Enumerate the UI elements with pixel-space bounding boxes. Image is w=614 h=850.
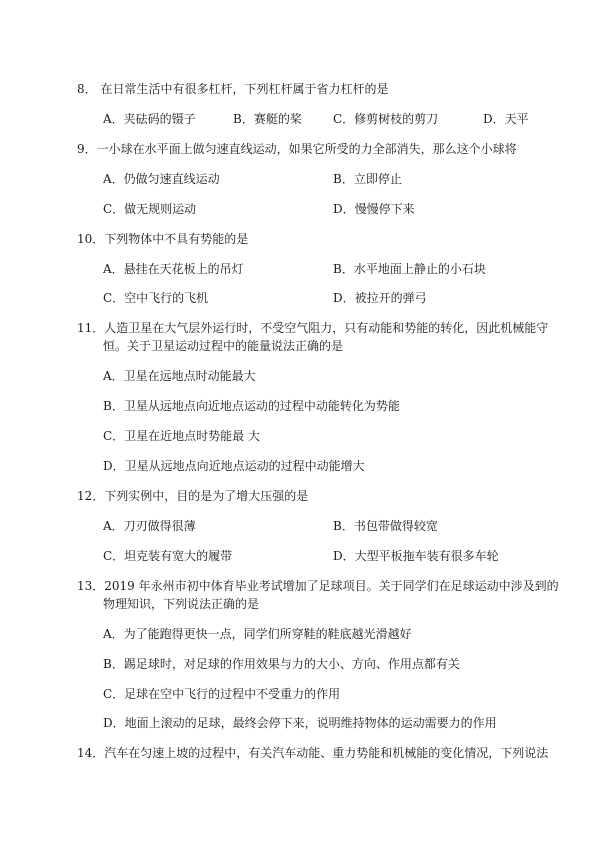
question-13-option-c: C．足球在空中飞行的过程中不受重力的作用 [103,687,341,701]
question-8-stem: 8． 在日常生活中有很多杠杆，下列杠杆属于省力杠杆的是 [77,82,389,96]
question-10-stem: 10．下列物体中不具有势能的是 [77,232,249,246]
question-8-option-a: A．夹砝码的镊子 [103,112,196,126]
question-11-stem-line-2: 恒。关于卫星运动过程中的能量说法正确的是 [103,339,344,353]
question-13-stem-line-1: 13．2019 年永州市初中体育毕业考试增加了足球项目。关于同学们在足球运动中涉及到的 [77,579,559,593]
question-13-option-b: B．踢足球时，对足球的作用效果与力的大小、方向、作用点都有关 [103,657,460,671]
question-11-option-a: A．卫星在远地点时动能最大 [103,369,256,383]
question-11-stem-line-1: 11．人造卫星在大气层外运行时，不受空气阻力，只有动能和势能的转化，因此机械能守 [77,321,549,335]
question-14-stem: 14．汽车在匀速上坡的过程中，有关汽车动能、重力势能和机械能的变化情况，下列说法 [77,746,549,760]
question-9-stem: 9．一小球在水平面上做匀速直线运动，如果它所受的力全部消失，那么这个小球将 [77,142,517,156]
question-8-option-d: D．天平 [483,112,529,126]
question-13-stem-line-2: 物理知识，下列说法正确的是 [103,597,260,611]
question-11-option-c: C．卫星在近地点时势能最 大 [103,429,260,443]
question-9-option-d: D．慢慢停下来 [333,202,415,216]
question-12-option-d: D．大型平板拖车装有很多车轮 [333,549,499,563]
question-13-option-a: A．为了能跑得更快一点，同学们所穿鞋的鞋底越光滑越好 [103,627,412,641]
question-11-option-b: B．卫星从远地点向近地点运动的过程中动能转化为势能 [103,399,400,413]
question-9-option-c: C．做无规则运动 [103,202,197,216]
question-13-option-d: D．地面上滚动的足球，最终会停下来，说明维持物体的运动需要力的作用 [103,716,497,730]
question-10-option-b: B．水平地面上静止的小石块 [333,262,486,276]
question-12-option-c: C．坦克装有宽大的履带 [103,549,233,563]
question-8-option-c: C．修剪树枝的剪刀 [333,112,439,126]
question-10-option-c: C．空中飞行的飞机 [103,291,209,305]
question-11-option-d: D．卫星从远地点向近地点运动的过程中动能增大 [103,459,365,473]
question-8-option-b: B．赛艇的桨 [233,112,302,126]
question-12-option-a: A．刀刃做得很薄 [103,519,196,533]
question-12-stem: 12．下列实例中，目的是为了增大压强的是 [77,489,309,503]
question-9-option-b: B．立即停止 [333,172,402,186]
question-10-option-d: D．被拉开的弹弓 [333,291,427,305]
question-9-option-a: A．仍做匀速直线运动 [103,172,220,186]
question-10-option-a: A．悬挂在天花板上的吊灯 [103,262,244,276]
question-12-option-b: B．书包带做得较宽 [333,519,438,533]
